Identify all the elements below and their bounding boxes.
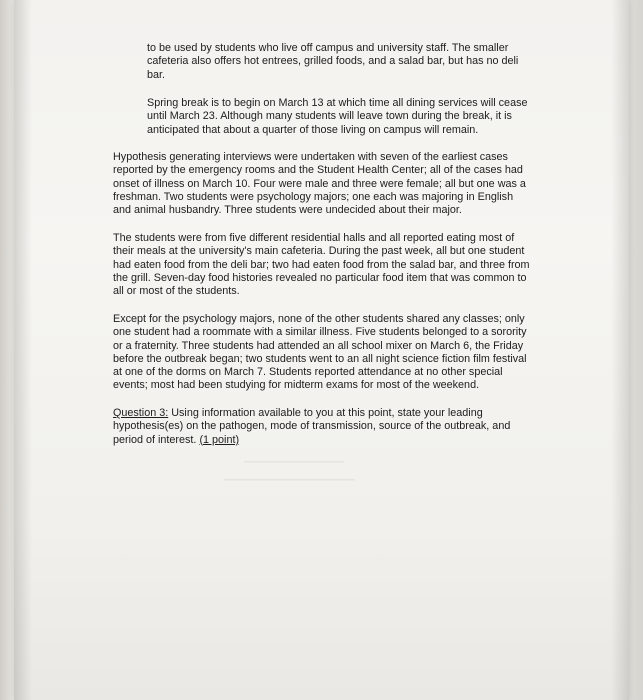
paragraph-line: bar. (147, 68, 166, 81)
paragraph-line: events; most had been studying for midterm exams for most of the weekend. (113, 379, 480, 392)
page-shadow-right (611, 0, 629, 700)
paragraph-1 (147, 42, 518, 82)
paragraph-line: Spring break is to begin on March 13 at which time all dining services will cease (147, 97, 528, 109)
question-line (113, 434, 510, 447)
paragraph-line: their meals at the university's main cafeteria. During the past week, all but one student (113, 245, 525, 258)
paragraph-line: all or most of the students. (113, 285, 240, 298)
page-shadow-left (14, 0, 32, 700)
paragraph-4 (113, 232, 530, 298)
paragraph-line: and animal husbandry. Three students were undecided about their major. (113, 204, 462, 217)
paragraph-3 (113, 151, 526, 217)
question-text: Using information available to you at this point, state your leading (168, 407, 483, 419)
paragraph-line: until March 23. Although many students will leave town during the break, it is (147, 110, 512, 123)
bleed-through-mark: ▁▁▁▁▁▁▁▁▁▁▁▁▁ (244, 452, 344, 463)
paragraph-line: reported by the emergency rooms and the Student Health Center; all of the cases had (113, 164, 523, 177)
question-label: Question 3: (113, 407, 169, 419)
bleed-through-mark: ▁▁▁▁▁▁▁▁▁▁▁▁▁▁▁▁▁ (224, 470, 355, 481)
paragraph-line: the grill. Seven-day food histories revealed no particular food item that was common to (113, 271, 527, 284)
question-3 (113, 407, 510, 447)
paragraph-line: cafeteria also offers hot entrees, grilled foods, and a salad bar, but has no deli (147, 55, 519, 68)
paper-sheet (14, 0, 629, 700)
question-line: hypothesis(es) on the pathogen, mode of transmission, source of the outbreak, and (113, 420, 511, 433)
paragraph-line: one student had a roommate with a similar illness. Five students belonged to a sorority (113, 326, 527, 339)
paragraph-line: freshman. Two students were psychology majors; one each was majoring in English (113, 190, 514, 203)
question-text: period of interest. (113, 433, 200, 446)
paragraph-line: to be used by students who live off campus and university staff. The smaller (147, 42, 509, 54)
paragraph-line: or a fraternity. Three students had attended an all school mixer on March 6, the Friday (113, 339, 524, 352)
question-points: (1 point) (199, 433, 240, 446)
question-line (113, 407, 510, 420)
paragraph-line: Except for the psychology majors, none of the other students shared any classes; only (113, 313, 525, 325)
paragraph-line: before the outbreak began; two students went to an all night science fiction film festival (113, 352, 527, 365)
paragraph-line: at one of the dorms on March 7. Students reported attendance at no other special (113, 366, 503, 379)
paragraph-line: Hypothesis generating interviews were undertaken with seven of the earliest cases (113, 151, 508, 163)
paragraph-line: anticipated that about a quarter of those living on campus will remain. (147, 123, 479, 136)
paragraph-5 (113, 313, 527, 393)
paragraph-line: onset of illness on March 10. Four were male and three were female; all but one was a (113, 177, 526, 190)
paragraph-line: had eaten food from the deli bar; two had eaten food from the salad bar, and three from (113, 258, 530, 271)
paragraph-line: The students were from five different residential halls and all reported eating most of (113, 232, 515, 244)
paragraph-2 (147, 97, 527, 137)
